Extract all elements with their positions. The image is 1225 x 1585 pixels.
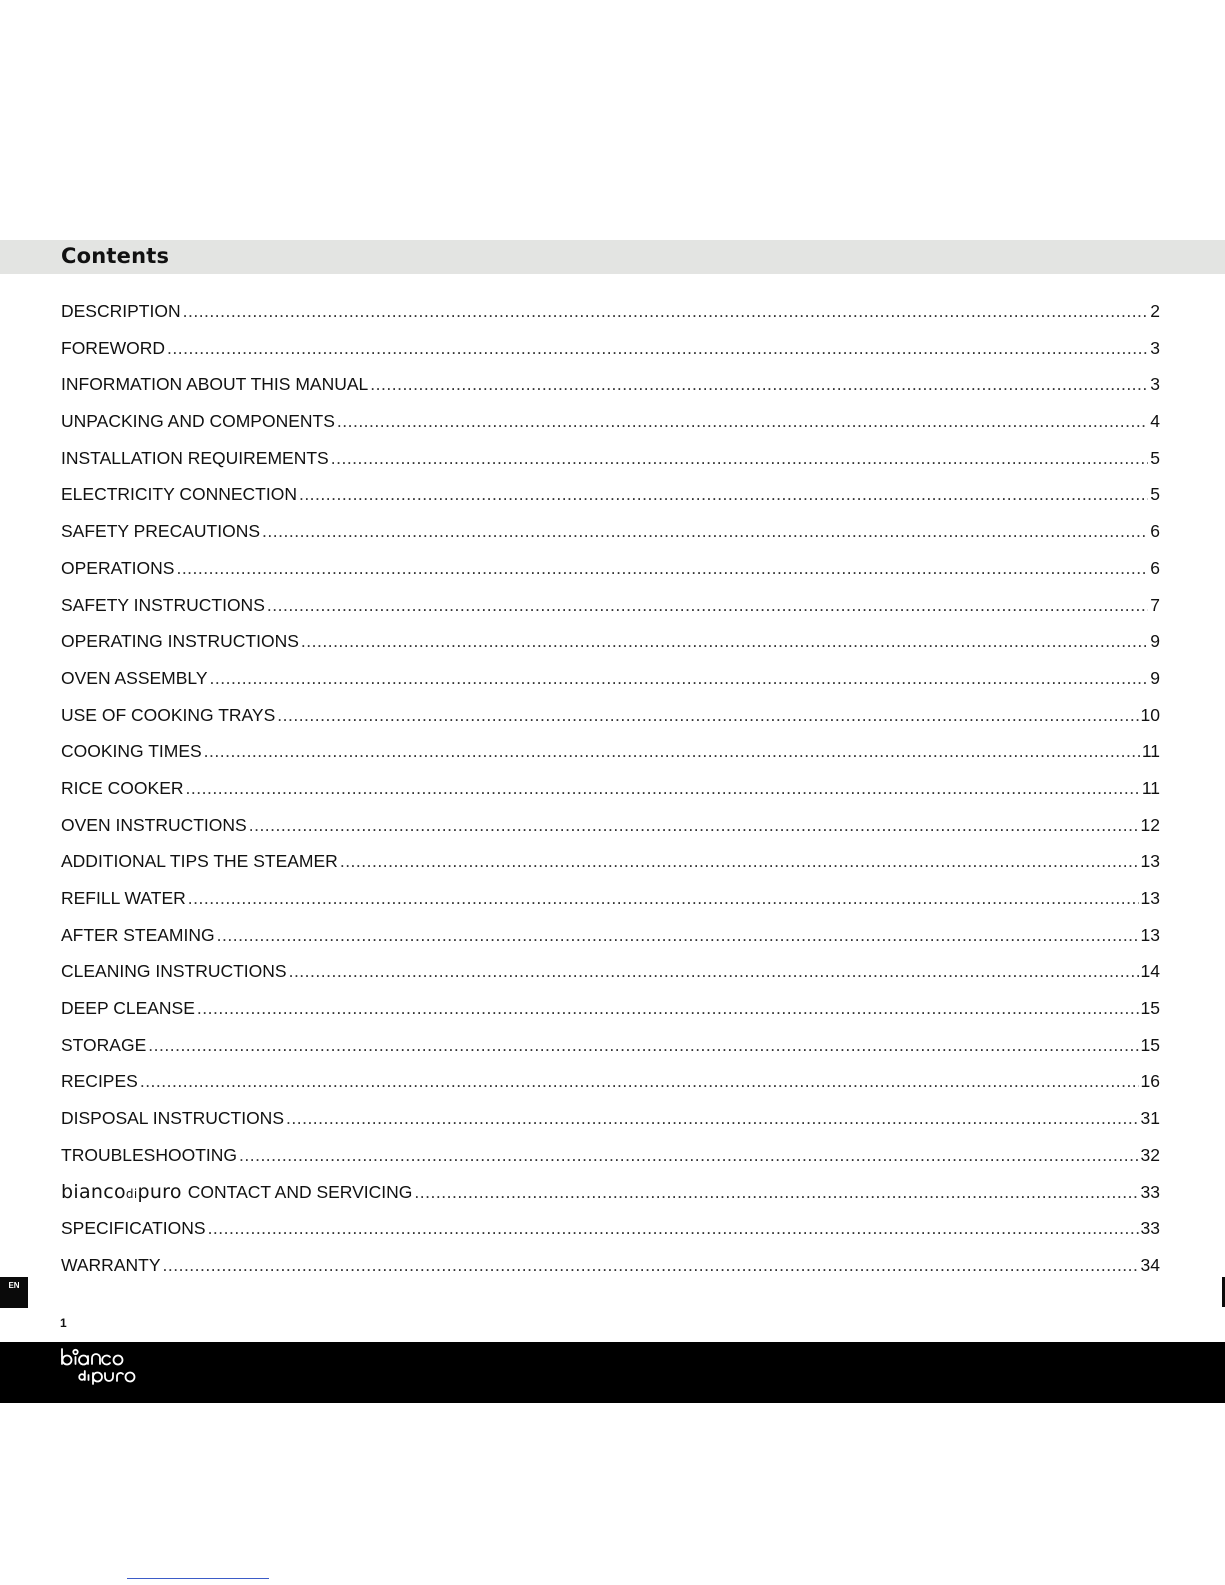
toc-entry[interactable] bbox=[61, 558, 1160, 595]
toc-entry-text: OVEN ASSEMBLY bbox=[61, 667, 208, 688]
toc-entry-text: CONTACT AND SERVICING bbox=[187, 1181, 413, 1202]
toc-entry-label bbox=[61, 484, 297, 504]
dot-leader bbox=[337, 411, 1148, 431]
toc-entry-label bbox=[61, 338, 165, 358]
toc-entry-label bbox=[61, 998, 195, 1018]
dot-leader bbox=[262, 521, 1148, 541]
toc-entry[interactable] bbox=[61, 631, 1160, 668]
dot-leader bbox=[370, 374, 1148, 394]
dot-leader bbox=[277, 705, 1138, 725]
toc-entry-page: 5 bbox=[1150, 447, 1160, 468]
toc-entry-page: 12 bbox=[1140, 814, 1160, 835]
toc-entry-label bbox=[61, 558, 174, 578]
toc-entry[interactable] bbox=[61, 1108, 1160, 1145]
toc-entry-label bbox=[61, 1108, 284, 1128]
toc-entry[interactable] bbox=[61, 338, 1160, 375]
toc-entry[interactable] bbox=[61, 741, 1160, 778]
dot-leader bbox=[217, 925, 1139, 945]
toc-entry-page: 32 bbox=[1140, 1144, 1160, 1165]
toc-entry-page: 31 bbox=[1140, 1108, 1160, 1129]
toc-entry-label bbox=[61, 448, 329, 468]
toc-entry-page: 33 bbox=[1140, 1218, 1160, 1239]
toc-entry-label bbox=[61, 1071, 138, 1091]
dot-leader bbox=[331, 448, 1149, 468]
toc-entry-text: UNPACKING AND COMPONENTS bbox=[61, 411, 335, 432]
footer-bar bbox=[0, 1342, 1225, 1403]
toc-entry[interactable] bbox=[61, 1071, 1160, 1108]
toc-entry-text: DISPOSAL INSTRUCTIONS bbox=[61, 1108, 284, 1129]
toc-entry[interactable] bbox=[61, 961, 1160, 998]
toc-entry-text: TROUBLESHOOTING bbox=[61, 1144, 237, 1165]
toc-entry-page: 15 bbox=[1140, 998, 1160, 1019]
page-title: Contents bbox=[61, 244, 170, 268]
dot-leader bbox=[188, 888, 1139, 908]
page-number: 1 bbox=[60, 1316, 67, 1330]
toc-entry-label bbox=[61, 668, 208, 688]
toc-entry[interactable] bbox=[61, 705, 1160, 742]
toc-entry[interactable] bbox=[61, 374, 1160, 411]
dot-leader bbox=[197, 998, 1139, 1018]
toc-entry-page: 14 bbox=[1140, 961, 1160, 982]
toc-entry-label bbox=[61, 778, 184, 798]
toc-entry-label bbox=[61, 411, 335, 431]
toc-entry-page: 11 bbox=[1141, 741, 1160, 762]
brand-part: di bbox=[125, 1186, 138, 1201]
toc-entry-label bbox=[61, 1035, 146, 1055]
toc-entry-text: ADDITIONAL TIPS THE STEAMER bbox=[61, 851, 338, 872]
toc-entry-label bbox=[61, 705, 275, 725]
dot-leader bbox=[210, 668, 1149, 688]
dot-leader bbox=[249, 815, 1139, 835]
language-tab: EN bbox=[0, 1277, 28, 1308]
toc-entry-label bbox=[61, 1218, 206, 1238]
toc-entry[interactable] bbox=[61, 595, 1160, 632]
toc-entry-label bbox=[61, 741, 202, 761]
toc-entry-label bbox=[61, 815, 247, 835]
dot-leader bbox=[289, 961, 1139, 981]
toc-entry-page: 13 bbox=[1140, 888, 1160, 908]
toc-entry-page: 3 bbox=[1150, 337, 1160, 358]
brand-wordmark bbox=[61, 1182, 182, 1204]
toc-entry-page: 7 bbox=[1150, 594, 1160, 615]
toc-entry-page: 9 bbox=[1150, 667, 1160, 688]
dot-leader bbox=[299, 484, 1148, 504]
toc-entry-text: AFTER STEAMING bbox=[61, 924, 215, 945]
toc-entry-page: 33 bbox=[1140, 1181, 1160, 1202]
toc-entry-label bbox=[61, 1182, 412, 1204]
toc-entry[interactable] bbox=[61, 1035, 1160, 1072]
toc-entry-text: DEEP CLEANSE bbox=[61, 998, 195, 1019]
toc-entry-label bbox=[61, 925, 215, 945]
toc-entry-text: OPERATING INSTRUCTIONS bbox=[61, 631, 299, 652]
toc-entry[interactable] bbox=[61, 668, 1160, 705]
toc-entry[interactable] bbox=[61, 815, 1160, 852]
toc-entry-page: 5 bbox=[1150, 484, 1160, 505]
toc-entry-label bbox=[61, 595, 265, 615]
table-of-contents bbox=[61, 301, 1160, 1292]
dot-leader bbox=[140, 1071, 1139, 1091]
dot-leader bbox=[148, 1035, 1138, 1055]
underline-rule bbox=[127, 1578, 269, 1579]
toc-entry-label bbox=[61, 301, 181, 321]
toc-entry-text: INSTALLATION REQUIREMENTS bbox=[61, 447, 329, 468]
toc-entry[interactable] bbox=[61, 925, 1160, 962]
toc-entry-label bbox=[61, 851, 338, 871]
toc-entry-label bbox=[61, 961, 287, 981]
toc-entry-label bbox=[61, 1145, 237, 1165]
toc-entry-page: 2 bbox=[1150, 301, 1160, 321]
toc-entry-page: 11 bbox=[1141, 777, 1160, 798]
toc-entry-page: 9 bbox=[1150, 631, 1160, 652]
toc-entry-label bbox=[61, 631, 299, 651]
toc-entry-page: 6 bbox=[1150, 557, 1160, 578]
toc-entry-page: 10 bbox=[1140, 704, 1160, 725]
brand-logo bbox=[60, 1346, 150, 1386]
toc-entry[interactable] bbox=[61, 521, 1160, 558]
contents-header-band bbox=[0, 240, 1225, 274]
dot-leader bbox=[176, 558, 1148, 578]
toc-entry-text: RICE COOKER bbox=[61, 777, 184, 798]
toc-entry[interactable] bbox=[61, 888, 1160, 925]
toc-entry-text: RECIPES bbox=[61, 1071, 138, 1092]
toc-entry-text: COOKING TIMES bbox=[61, 741, 202, 762]
toc-entry[interactable] bbox=[61, 998, 1160, 1035]
toc-entry-label bbox=[61, 521, 260, 541]
toc-entry[interactable] bbox=[61, 851, 1160, 888]
dot-leader bbox=[204, 741, 1140, 761]
toc-entry-text: DESCRIPTION bbox=[61, 301, 181, 321]
toc-entry-text: STORAGE bbox=[61, 1034, 147, 1055]
toc-entry[interactable] bbox=[61, 301, 1160, 338]
toc-entry-text: WARRANTY bbox=[61, 1254, 161, 1275]
toc-entry[interactable] bbox=[61, 1218, 1160, 1255]
brand-part: puro bbox=[137, 1181, 182, 1203]
toc-entry-text: CLEANING INSTRUCTIONS bbox=[61, 961, 287, 982]
toc-entry-page: 13 bbox=[1140, 924, 1160, 945]
toc-entry[interactable] bbox=[61, 1182, 1160, 1219]
toc-entry-page: 6 bbox=[1150, 521, 1160, 542]
brand-part: bianco bbox=[61, 1181, 126, 1203]
toc-entry-text: SAFETY INSTRUCTIONS bbox=[61, 594, 265, 615]
toc-entry-page: 34 bbox=[1140, 1254, 1160, 1275]
toc-entry-text: ELECTRICITY CONNECTION bbox=[61, 484, 297, 505]
toc-entry-text: FOREWORD bbox=[61, 337, 166, 358]
toc-entry-page: 16 bbox=[1140, 1071, 1160, 1092]
dot-leader bbox=[208, 1218, 1139, 1238]
dot-leader bbox=[267, 595, 1148, 615]
dot-leader bbox=[301, 631, 1148, 651]
toc-entry-text: SPECIFICATIONS bbox=[61, 1218, 206, 1239]
toc-entry-text: OVEN INSTRUCTIONS bbox=[61, 814, 247, 835]
toc-entry[interactable] bbox=[61, 411, 1160, 448]
toc-entry[interactable] bbox=[61, 1145, 1160, 1182]
dot-leader bbox=[239, 1145, 1139, 1165]
toc-entry[interactable] bbox=[61, 778, 1160, 815]
toc-entry-label bbox=[61, 1255, 161, 1275]
toc-entry-page: 13 bbox=[1140, 851, 1160, 872]
toc-entry-label bbox=[61, 888, 186, 908]
dot-leader bbox=[286, 1108, 1139, 1128]
toc-entry-text: INFORMATION ABOUT THIS MANUAL bbox=[61, 374, 369, 395]
toc-entry-text: OPERATIONS bbox=[61, 557, 175, 578]
toc-entry-text: USE OF COOKING TRAYS bbox=[61, 704, 276, 725]
toc-entry-page: 4 bbox=[1150, 411, 1160, 432]
toc-entry-page: 15 bbox=[1140, 1034, 1160, 1055]
dot-leader bbox=[167, 338, 1148, 358]
toc-entry-text: REFILL WATER bbox=[61, 888, 186, 908]
toc-entry-text: SAFETY PRECAUTIONS bbox=[61, 521, 261, 542]
toc-entry-label bbox=[61, 374, 368, 394]
dot-leader bbox=[340, 851, 1139, 871]
toc-entry-page: 3 bbox=[1150, 374, 1160, 395]
dot-leader bbox=[186, 778, 1140, 798]
toc-entry[interactable] bbox=[61, 1255, 1160, 1292]
toc-entry[interactable] bbox=[61, 448, 1160, 485]
toc-entry[interactable] bbox=[61, 484, 1160, 521]
dot-leader bbox=[183, 301, 1149, 321]
dot-leader bbox=[163, 1255, 1139, 1275]
dot-leader bbox=[414, 1182, 1138, 1202]
